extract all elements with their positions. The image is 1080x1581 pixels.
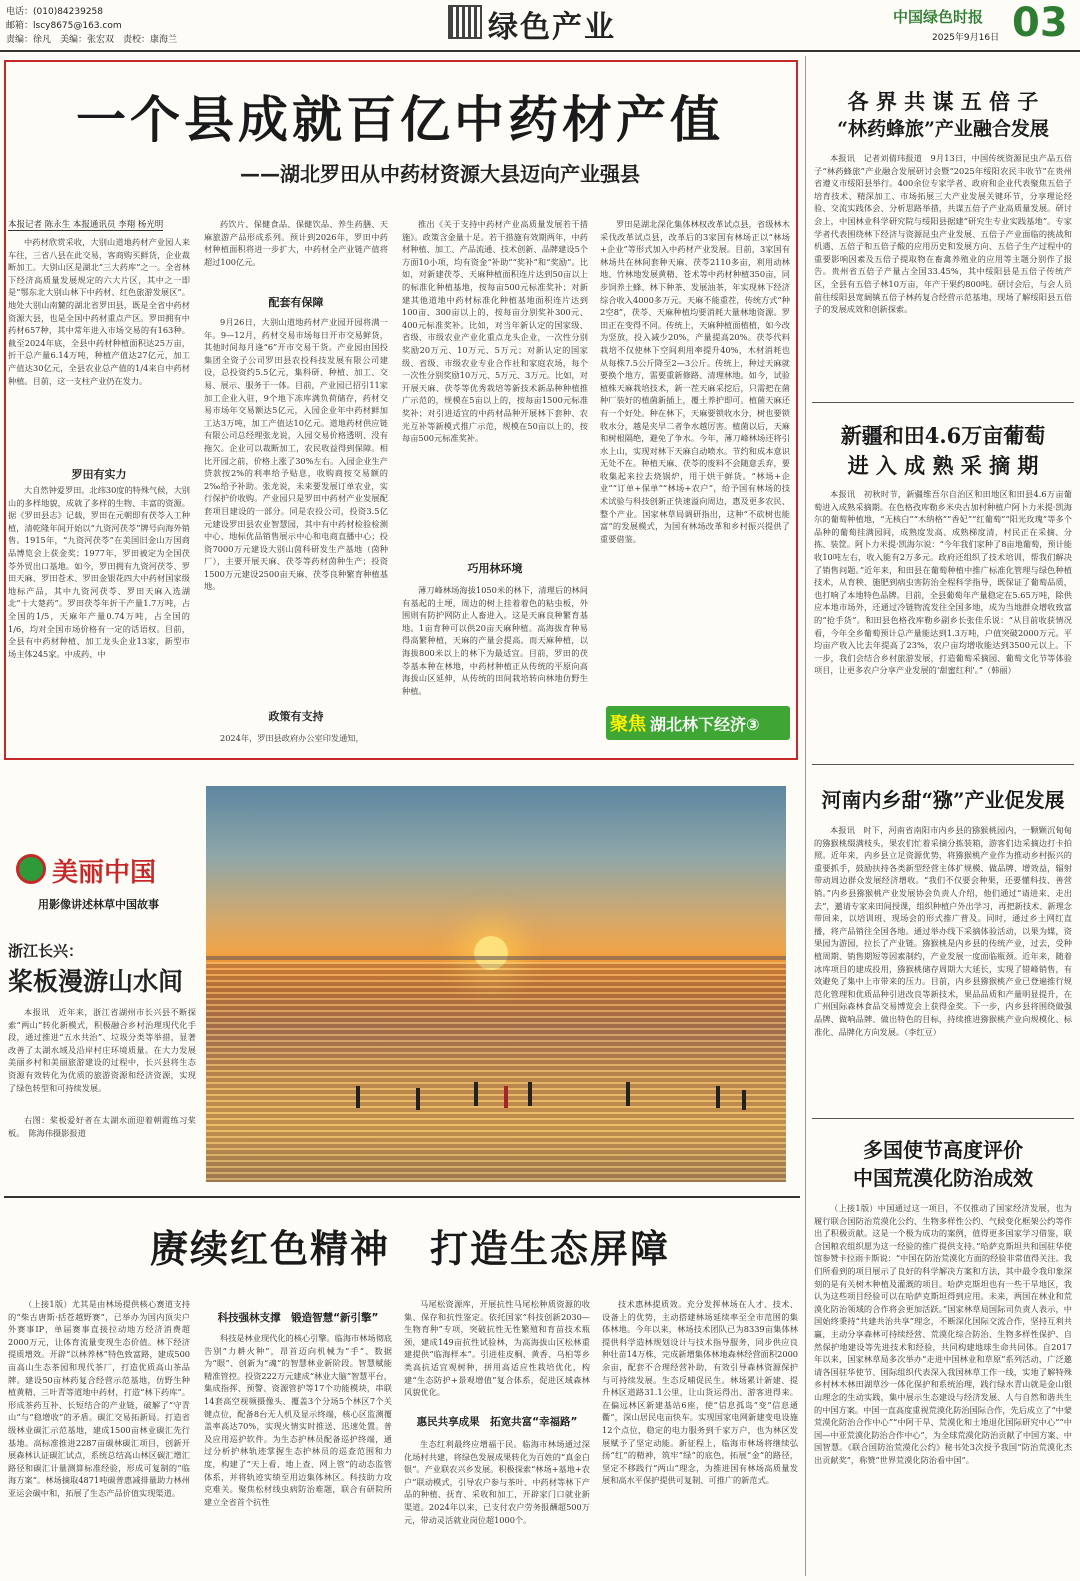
paddler-figure bbox=[716, 1086, 720, 1108]
bottom-col3: 马尾松资源库，开展抗性马尾松种质资源的收集、保存和抗性鉴定。依托国家“科技创新2030—生物育种”专项，突破抗性无性繁殖和育苗技术瓶颈，建成149亩抗性试验林，为高海拔山区松林重建提供“临海样本”。引进桂皮桐、黄香、乌桕等乡类高抗适宜观树种，拼用高适应性栽培优化，构建“生态防护+景观增值”复合体系，促进区域森林风貌优化。 bbox=[404, 1299, 590, 1398]
right1-body: 本报讯 记者刘倩玮报道 9月13日，中国传统资源昆虫产品五倍子“林药蜂旅”产业融合发展研讨会暨“2025年绥阳农民丰收节”在贵州省遵义市绥阳县举行。400余位专家学者、政府和企业代表聚焦五倍子培育技术、精深加工、市场拓展三大产业发展关键环节，分享理论经验、交流实践体会、分析思路举措，共谋五倍子产业高质量发展。研讨会上，中国林业科学研究院与绥阳县据建“研究生专业实践基地”。专家学者代表围绕林下经济与资源昆虫产业发展、五倍子产业面临的挑战和机遇、五倍子和五倍子酸的应用历史和发展方向、五倍子生产过程中的重要影响因素及五倍子提取物在畜禽养殖业的应用等主题分别作了报告。贵州省五倍子产量占全国33.45%，其中绥阳县是五倍子传统产区，全县有五倍子林10万亩，年产干果约800吨。研讨会后，与会人员前往绥阳县宽阔镇五倍子林药复合经营示范基地，现场了解绥阳县五倍子的发展成效和创新探索。 bbox=[814, 153, 1072, 315]
bottom-sec-share: 惠民共享成果 拓宽共富“幸福路” bbox=[416, 1416, 578, 1428]
issue-date: 2025年9月16日 bbox=[932, 33, 1000, 43]
right2-headline-l2: 进 入 成 熟 采 摘 期 bbox=[847, 453, 1039, 478]
lead-col1: 中药材欣赏采收，大别山道地药材产业园人来车往，三省八县在此交易，客商购买鲜货，企业裁断加工。大别山区是湖北“三大药库”之一。全省林下经济高质量发展规定的六大片区，其中之一即是“鄂东北大别山林下中药材、红色旅游发展区”。地处大别山南麓的湖北省罗田县，既是全省中药材资源大县，也是全国中药材重点产区。罗田拥有中药材657种，其中常年进入市场交易的有163种。截至2024年底，全县中药材种植面积达25万亩，折干总产量6.14万吨，种植产值达27亿元，加工产值达30亿元，全县农业总产值的1/4来自中药材种植。目前，这一支柱产业仍在发力。 bbox=[8, 237, 190, 386]
lead-col2b: 9月26日，大别山道地药材产业园开园将满一年。9—12月，药材交易市场每日开市交易鲜货，其他时间每月逢“6”开市交易干货。产业园由国投集团全资子公司罗田县农投科技发展有限公司建设，总投资约5.5亿元，集科研、种植、加工、交易、展示、服务于一体。目前，产业园已招引11家加工企业入驻，9个地下冻库满负荷储存，药材交易市场年交易额达5亿元，入园企业年中药材鲜加工达3万吨，加工产值达10亿元。道地药材供应链有限公司总经理张龙说，入园交易价格透明、没有拖欠。企业可以裁断加工，农民收益得到保障。相比开园之前，价格上涨了30%左右。入园企业生产贷款按2%的利率给予贴息，收购商按交易额的2‰给予补助。张龙说，未来要发展订单农业，实行保护价收购。产业园只是罗田中药材产业发展配套项目建设的一部分。同是农投公司，投资3.5亿元建设罗田县农业智慧园，其中有中药材检验检测中心、地标优品销售展示中心和电商直播中心；投资7000万元建设大别山茵科研发生产基地（茵种厂），主要开展天麻、茯苓等药材茵种生产；投资1500万元建设2500亩天麻、茯苓良种繁育种植基地。 bbox=[204, 317, 388, 592]
beautiful-china-logo bbox=[10, 848, 200, 892]
water-ripples bbox=[206, 962, 786, 1182]
qr-code-icon bbox=[448, 5, 482, 39]
paddler-figure bbox=[742, 1090, 746, 1110]
lead-col4: 罗田是湖北深化集体林权改革试点县，省级林木采伐改革试点县，改革后的3家国有林场正以“林场+企业”等形式加入中药材产业发展。目前，3家国有林场共在林间套种天麻、茯苓2110多亩，利用动林地、竹林地发展黄精、苍术等中药材种植350亩，同步饲养土蜂、林下种茶、发展油茶，年实现林下经济综合收入4000多万元。天麻不能重茬，传统方式“种2空8”，茯苓、天麻种植均要消耗大量林地资源。罗田正在变得不同。传统上，天麻种植面植植，如今改为竖放，投入减少20%，产量提高20%。茯苓代料栽培不仅使林下空间利用率提升40%，木材消耗也从每株7.5公斤降至2—3公斤。传统上，种过天麻就要换个地方，需要重新修路、清理林地。如今，试验植株天麻栽培技术，新一茬天麻采挖后，只需把在菌种厂装好的植菌新插上，覆土养护即可。植菌天麻还有一个好处。种在林下，天麻要锁收水分，树也要锁收水分，越是夹早二者争水越厉害。植菌以后，天麻和树根隔绝，避免了争水。今年，薄刀峰林场还将引水上山，实现对林下天麻自动喷水。节约和成本意识无处不在。种植天麻、茯苓的废料不会随意丢弃，要收集起来拉去烧锅炉，用于烘干鲜货。“林场+企业”“订单+保单”“林场+农户”，给予国有林场的技术试验与科技创新正快速溢向周边，惠及更多农民、整个产业。国家林草局调研指出，这种“不砍树也能富”的发展模式，为国有林场改革和乡村振兴提供了重要借鉴。 bbox=[600, 219, 790, 544]
paddler-figure bbox=[626, 1082, 630, 1106]
right2-body: 本报讯 初秋时节，新疆维吾尔自治区和田地区和田县4.6万亩葡萄进入成熟采摘期。在色格孜库勒乡米央古加村种植户阿卜力米提·凯海尔的葡萄种植地，“无核白”“木纳格”“香妃”“红葡萄”“阳光玫瑰”等多个品种的葡萄挂满园间，成熟度发高、成熟梯度清，村民正在采摘、分拣、装筐。阿卜力米提·凯海尔说：“今年我们家种了8亩地葡萄，预计能收10吨左右，收入能有2万多元。政府还组织了技术培训，帮我们解决了销售问题。”近年来，和田县在葡萄种植中推广标准化管理与绿色种植技术，从育秧、施肥到病虫害防治全程科学指导，既保证了葡萄品质，也打响了本地特色品牌。目前，全县葡萄年产量稳定在5.65万吨，除供应本地市场外，还通过冷链物流发往全国多地，成为当地群众增收致富的“抢手货”。和田县色格孜库勒乡副乡长张佳乐说：“从目前收获情况看，今年全乡葡萄预计总产量能达到1.3万吨，户值突破2000万元。平均亩产收入比去年提高了23%，农户亩均增收能达到3500元以上。下一步，我们会结合乡村旅游发展，打造葡萄采摘园、葡萄文化节等体验项目，让更多农户分享产业发展的‘甜蜜红利’。”（韩丽） bbox=[814, 489, 1072, 676]
beautiful-tagline: 用影像讲述林草中国故事 bbox=[38, 898, 159, 911]
right4-body: （上接1版）中国通过这一项目，不仅推动了国家经济发展，也为履行联合国防治荒漠化公约、生物多样性公约、气候变化框架公约等作出了积极贡献。这是一个极为成功的案例，值得更多国家学习借鉴，联合国粮农组织愿为这一经验的推广提供支持。”哈萨克斯坦共和国驻华使馆参赞卡拉雨卡斯说：“中国在防治荒漠化方面的经验非常值得关注。我们所看到的项目展示了良好的科学解决方案和方法，其中最令我印象深刻的是有关树木种植及灌溉的项目。哈萨克斯坦也有一些干旱地区，我认为这些项目经验可以在哈萨克斯坦得到应用。未来，两国在林业和荒漠化防治领域的合作将会更加活跃。”国家林草局国际司负责人表示，中国始终秉持“共建共治共享”理念，不断深化国际交流合作，坚持互利共赢，主动分享森林可持续经营、荒漠化综合防治、生物多样性保护、自然保护地建设等先进技术和经验，共同构建地球生命共同体。自2017年以来，国家林草局多次举办“走进中国林业和草原”系列活动，广泛邀请各国驻华使节、国际组织代表深入我国林草工作一线，实地了解特殊乡村林木林田湖草沙一体化保护和系统治理，践行绿水青山就是金山银山理念的生动实践，集中展示生态建设与经济发展、人与自然和谐共生的中国方案。中国一直高度重视荒漠化防治国际合作，先后成立了“中蒙荒漠化防治合作中心”“中阿干旱、荒漠化和土地退化国际研究中心”“中国—中亚荒漠化防治合作中心”，为全球荒漠化防治贡献了中国方案、中国智慧。《联合国防治荒漠化公约》秘书处3次授予我国“防治荒漠化杰出贡献奖”，称赞“世界荒漠化防治看中国”。 bbox=[814, 1203, 1072, 1465]
horizon-line bbox=[206, 956, 786, 960]
lead-col3: 推出《关于支持中药材产业高质量发展若干措施》。政策含金量十足。若干措施有效期两年，中药材种植、加工、产品流通、技术创新、品牌建设5个方面10小项，均有资金“补助”“奖补”和“奖励”。比如，对新建茯苓、天麻种植面积连片达到50亩以上的标准化种植基地，按每亩500元标准奖补；对新建其他道地中药材标准化种植基地面积连片达到100亩、300亩以上的，按每亩分别奖补300元、400元标准奖补。比如，对当年新认定的国家级、省级、市级农业产业化重点龙头企业，一次性分别奖励20万元、10万元、5万元；对新认定的国家级、省级、市级农业专业合作社和家庭农场，每个一次性分别奖励10万元、5万元、3万元。比如，对开展天麻、茯苓等优秀栽培等新技术新品种种植推广示范的，规模在5亩以上的，按每亩1500元标准奖补；对引进适宜的中药材品种开展林下套种、农光互补等新模式推广示范，规模在50亩以上的，按每亩500元标准奖补。 bbox=[402, 219, 588, 444]
bottom-col4: 技术惠林提质效。充分发挥林场在人才、技术、设备上的优势，主动搭建林场延续率至全市范围的集体林地。今年以来，林场技术团队已为8339亩集体林提供科学造林规划设计与技术指导服务，同步供应良种壮苗14万株，完成新增集体林地森林经营面积2000余亩，配套不合理经营补助，有效引导森林资源保护与可持续发展。生态反哺促民生。林场累计新建、提升林区道路31.1公里，让山货运得出、游客进得来。在偏远林区新建基站6座，使“信息孤岛”变“信息通衢”，深山居民电亩快车。实现国家电网新建变电设施12个点位，稳定的电力服务到千家万户，也为林区发展赋予了坚定动能。新征程上，临海市林场将继续弘扬“红”的精神，筑牢“绿”的底色，拓展“金”的路径，坚定不移践行“两山”理念，为推进国有林场高质量发展和高水平保护提供可复制、可推广的新范式。 bbox=[602, 1299, 798, 1486]
bottom-col3b: 生态红利最终应增福于民。临海市林场通过深化场村共建，将绿色发展成果转化为百姓的“真金白银”。产业联农兴乡发展。积极探索“林场+基地+农户”联动模式，引导农户参与茶叶、中药材等林下产品的种植、抚育、采收和加工，开辟家门口就业新渠道。2024年以来，已支付农户劳务报酬超500万元，带动灵活就业岗位超1000个。 bbox=[404, 1439, 590, 1525]
section-title: 绿色产业 bbox=[488, 10, 616, 45]
focus-badge bbox=[606, 706, 790, 740]
paddler-figure bbox=[474, 1082, 478, 1106]
lead-col2: 药饮片、保健食品、保健饮品、养生药膳、天麻旅游产品形成系列。预计到2026年，罗田中药材种植面积将进一步扩大，中药材全产业链产值将超过100亿元。 bbox=[204, 219, 388, 267]
masthead-editors: 责编：徐凡 美编：张宏双 责校：康海兰 bbox=[6, 35, 178, 45]
focus-badge-prefix: 聚焦 bbox=[610, 714, 646, 735]
bottom-headline: 赓续红色精神 打造生态屏障 bbox=[149, 1226, 670, 1271]
masthead-email: 邮箱：lscy8675@163.com bbox=[6, 21, 122, 31]
paddler-figure bbox=[504, 1086, 508, 1108]
masthead-phone: 电话：(010)84239258 bbox=[6, 7, 104, 17]
lead-subhead: ——湖北罗田从中药材资源大县迈向产业强县 bbox=[240, 162, 640, 186]
paddler-figure bbox=[416, 1088, 420, 1110]
lead-sec-forest: 巧用林环境 bbox=[467, 562, 523, 575]
right1-headline-l2: “林药蜂旅”产业融合发展 bbox=[837, 118, 1049, 140]
paper-name: 中国绿色时报 bbox=[893, 8, 984, 26]
lead-col2c: 2024年，罗田县政府办公室印发通知， bbox=[220, 733, 364, 743]
beautiful-china-logo-text: 美丽中国 bbox=[52, 858, 157, 888]
lead-byline: 本报记者 陈永生 本报通讯员 李翔 杨光明 bbox=[8, 220, 164, 230]
masthead bbox=[0, 0, 1080, 50]
lead-sec-policy: 政策有支持 bbox=[268, 710, 324, 723]
lead-col3b: 薄刀峰林场海拔1050米的林下，清理后的林间有基起的土埂，周边的树上挂着着色的粘虫板，外围则有防护网防止人畜进入。这是天麻良种繁育基地。1亩育种可以供20亩天麻种植。高海拔育种易得高繁种植，天麻的产量会提高。而天麻种植，以海拔800米以上的林下为最适宜。目前，罗田的茯苓基本种在林地，中药材种植正从传统的平原向高海拔山区延伸，从传统的田间栽培转向林地仿野生种植。 bbox=[402, 585, 588, 696]
lead-headline: 一个县成就百亿中药材产值 bbox=[76, 90, 724, 149]
beautiful-kicker: 浙江长兴： bbox=[8, 942, 84, 960]
right3-headline: 河南内乡甜“猕”产业促发展 bbox=[821, 788, 1065, 812]
beautiful-caption: 右图：桨板爱好者在太湖水面迎着朝霞练习桨板。 陈海伟摄影报道 bbox=[8, 1115, 196, 1138]
right2-headline-l1: 新疆和田4.6万亩葡萄 bbox=[840, 423, 1046, 448]
beautiful-headline: 桨板漫游山水间 bbox=[8, 967, 184, 996]
right1-headline-l1: 各 界 共 谋 五 倍 子 bbox=[847, 89, 1039, 114]
leaf-logo-icon bbox=[16, 854, 46, 884]
page-number: 03 bbox=[1012, 0, 1068, 46]
lead-sec-support: 配套有保障 bbox=[268, 296, 324, 309]
sunset-paddleboard-photo bbox=[206, 786, 786, 1182]
bottom-sec-tech: 科技强林支撑 锻造智慧“新引擎” bbox=[217, 1312, 379, 1324]
right4-headline-l1: 多国使节高度评价 bbox=[863, 1138, 1023, 1162]
right4-headline-l2: 中国荒漠化防治成效 bbox=[853, 1166, 1033, 1190]
right3-body: 本报讯 时下，河南省南阳市内乡县的猕猴桃园内，一颗颗沉甸甸的猕猴桃缀满枝头，果农们忙着采摘分拣装箱，游客们边采摘边打卡拍照。近年来，内乡县立足资源优势，将猕猴桃产业作为推动乡村振兴的重要抓手，鼓励扶持各类新型经营主体扩规模、做品牌、增效益，辐射带动周边群众发展经济增收。“我们不仅要会种果，还要懂科技、善营销。”内乡县猕猴桃产业发展协会负责人介绍，他们通过“请进来、走出去”，邀请专家来田间授课，组织种植户外出学习，再把新技术、新理念带回来，以培训班、现场会的形式推广普及。同时，通过乡土网红直播，将产品销往全国各地。通过举办线下采摘体验活动，以果为媒，资果园为游园，拉长了产业链。猕猴桃是内乡县的传统产业，过去，受种植周期、销售期短等因素制约，产业发展一度面临瓶颈。近年来，随着冰库项目的建成投用，猕猴桃储存周期大大延长，实现了错峰销售，有效避免了集中上市带来的压力。目前，内乡县猕猴桃产业已登遍推行规范化管理和优质品种引进改良等新技术，果品品质和产量明显提升，在广州国际森林食品交易博览会上获得金奖。下一步，内乡县将围绕做强品牌、做响品牌、做出特色的目标，持续推进猕猴桃产业向规模化、标准化、品牌化方向发展。（李红豆） bbox=[814, 825, 1072, 1037]
bottom-col2a: 科技是林业现代化的核心引擎。临海市林场彻底告别“力耕火种”，昂首迈向机械为“手”、数据为“眼”、创新为“魂”的智慧林业新阶段。智慧赋能精准管控。投资222万元建成“林业大脑”智慧平台，集成指挥、预警、资源管护等17个功能模块，串联14套高空视频摄像头、覆盖3个分场5个林区7个关键点位，配备8台无人机及显示终端，核心区监测覆盖率高达70%，实现火情实时推送、迅速处置。普及应用巡护软件。为生态护林员配备巡护终端，通过分析护林轨迹掌握生态护林员的巡查范围和力度，构建了“天上看、地上查、网上管”的动态监管体系，并将轨迹实绩至用边集体林区。科技助力攻克难关。聚焦松材线虫病防治难题，联合有研院所建立全省首个抗性 bbox=[204, 1333, 392, 1507]
beautiful-body: 本报讯 近年来，浙江省湖州市长兴县不断探索“两山”转化新模式，积极融合乡村治理现代化手段，通过推进“五水共治”、垃圾分类等举措，显著改善了太湖水域及沿岸村庄环境质量。在大力发展美丽乡村和美丽旅游建设的过程中，长兴县将生态资源有效转化为优质的旅游资源和经济资源，实现了绿色转型和可持续发展。 bbox=[8, 1007, 196, 1093]
bottom-col1: （上接1版）尤其是由林场提供核心赛道支持的“柴古唐斯·括苍越野赛”，已举办为国内顶尖户外赛事IP，单届赛事直接拉动地方经济消费超2000万元，让体育流量变现生态价值。林下经济提质增效。开辟“以林养林”特色致富路，建成500亩高山生态茶园和现代茶厂，打造优质高山茶品牌。建设50亩林药复合经营示范基地，仿野生种植黄精、三叶青等道地中药材，打造“林下药库”。形成茶药互补、长短结合的产业链，破解了“守青山”与“稳增收”的矛盾。碳汇交易拓新局。打造省级林业碳汇示范基地，建成1500亩林业碳汇先行基地。高标准推进2287亩碳林碳汇项目，创新开展森林认证碳汇试点，系统总结高山林区碳汇增汇路径和碳汇计量测算标准经验，形成可复制的“临海方案”。林场摘取4871吨碳普惠减排量助力林州亚运会碳中和，拓展了生态产品价值实现渠道。 bbox=[8, 1299, 190, 1498]
paddler-figure bbox=[356, 1086, 360, 1108]
lead-sec-strength: 罗田有实力 bbox=[71, 468, 127, 481]
focus-badge-text: 湖北林下经济③ bbox=[650, 714, 760, 734]
lead-col1b: 大自然钟爱罗田。北纬30度的特殊气候，大别山的多样地貌，成就了多样的生物、丰富的资源。据《罗田县志》记载，罗田在元朝即有茯苓入工种植，清乾隆年间开始以“九资河茯苓”牌号向海外销售。1915年，“九资河茯苓”在美国旧金山万国商品博览会上获金奖；1977年，罗田被定为全国茯苓外贸出口基地。如今，罗田拥有九资河茯苓、罗田天麻、罗田苍术、罗田金银花四大中药材国家级地标产品，其中九资河茯苓、罗田天麻入选湖北“十大楚药”。罗田茯苓年折干产量1.7万吨，占全国的1/5，天麻年产量0.74万吨，占全国的1/6，均对全国市场价格有一定的话语权。目前，全县有中药材种植、加工龙头企业13家，新型市场主体245家。中成药、中 bbox=[8, 485, 190, 659]
paddler-figure bbox=[528, 1082, 532, 1106]
